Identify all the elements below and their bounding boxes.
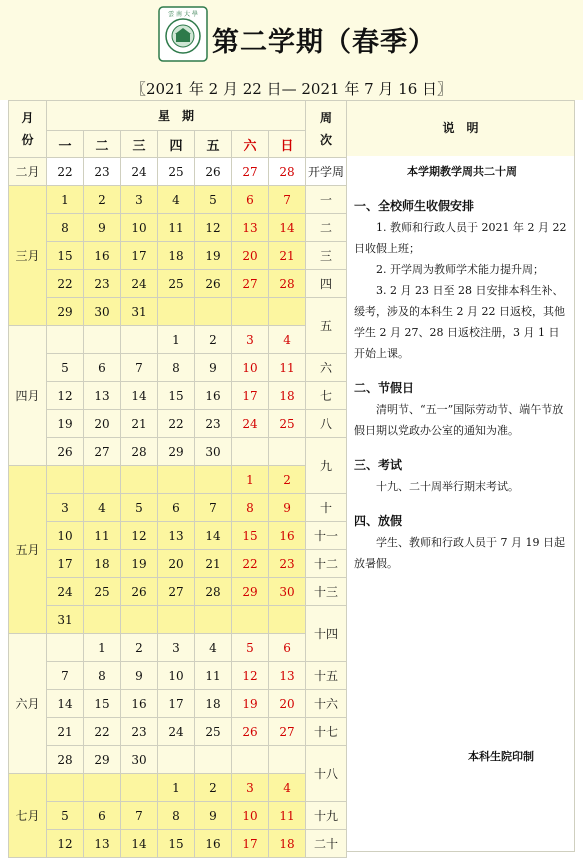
day-cell: [195, 466, 232, 494]
day-cell: 28: [195, 578, 232, 606]
weekday-header: 二: [84, 131, 121, 158]
day-cell: 28: [121, 438, 158, 466]
day-cell: 20: [269, 690, 306, 718]
day-cell: 12: [47, 382, 84, 410]
calendar-row: [9, 438, 347, 466]
day-cell: 11: [158, 214, 195, 242]
calendar-row: [9, 382, 347, 410]
day-cell: 8: [158, 802, 195, 830]
calendar-row: [9, 550, 347, 578]
week-number: 开学周: [306, 158, 347, 186]
day-cell: [121, 466, 158, 494]
day-cell: 16: [195, 382, 232, 410]
day-cell: 16: [195, 830, 232, 858]
calendar-row: [9, 410, 347, 438]
day-cell: 7: [121, 354, 158, 382]
calendar-row: [9, 242, 347, 270]
day-cell: 7: [195, 494, 232, 522]
day-cell: 7: [47, 662, 84, 690]
day-cell: 21: [47, 718, 84, 746]
day-cell: 9: [269, 494, 306, 522]
day-cell: [84, 326, 121, 354]
day-cell: 5: [121, 494, 158, 522]
day-cell: 3: [121, 186, 158, 214]
day-cell: 15: [158, 830, 195, 858]
weekday-header: 四: [158, 131, 195, 158]
day-cell: 31: [47, 606, 84, 634]
day-cell: 30: [84, 298, 121, 326]
day-cell: 6: [158, 494, 195, 522]
day-cell: 14: [269, 214, 306, 242]
month-label: 六月: [9, 634, 47, 774]
calendar-row: [9, 354, 347, 382]
calendar-row: [9, 494, 347, 522]
day-cell: 19: [232, 690, 269, 718]
day-cell: [195, 746, 232, 774]
svg-text:雲 南 大 學: 雲 南 大 學: [168, 11, 198, 18]
week-number: 十五: [306, 662, 347, 690]
day-cell: 10: [158, 662, 195, 690]
day-cell: 15: [84, 690, 121, 718]
day-cell: 25: [158, 158, 195, 186]
month-label: 五月: [9, 466, 47, 634]
day-cell: 13: [232, 214, 269, 242]
day-cell: 20: [84, 410, 121, 438]
week-number: 二十: [306, 830, 347, 858]
day-cell: 23: [84, 158, 121, 186]
day-cell: [269, 746, 306, 774]
day-cell: 10: [232, 802, 269, 830]
day-cell: 18: [158, 242, 195, 270]
day-cell: 1: [84, 634, 121, 662]
week-number: 十七: [306, 718, 347, 746]
calendar-row: [9, 662, 347, 690]
week-number: 七: [306, 382, 347, 410]
day-cell: 22: [47, 158, 84, 186]
day-cell: 4: [269, 326, 306, 354]
day-cell: [195, 606, 232, 634]
week-number: 五: [306, 298, 347, 354]
week-number: 二: [306, 214, 347, 242]
day-cell: 6: [269, 634, 306, 662]
day-cell: [195, 298, 232, 326]
day-cell: 30: [195, 438, 232, 466]
day-cell: [84, 466, 121, 494]
day-cell: 23: [269, 550, 306, 578]
notes-paragraph: 学生、教师和行政人员于 7 月 19 日起放暑假。: [354, 536, 565, 570]
day-cell: 17: [232, 382, 269, 410]
week-number: 十八: [306, 746, 347, 802]
calendar-row: [9, 634, 347, 662]
day-cell: 24: [232, 410, 269, 438]
day-cell: 27: [232, 270, 269, 298]
notes-paragraph: 清明节、“五一”国际劳动节、端午节放假日期以党政办公室的通知为准。: [354, 403, 564, 437]
day-cell: 25: [84, 578, 121, 606]
day-cell: 27: [269, 718, 306, 746]
issuer-signature: 本科生院印制: [468, 750, 534, 763]
day-cell: [232, 606, 269, 634]
day-cell: 18: [195, 690, 232, 718]
day-cell: 31: [121, 298, 158, 326]
day-cell: 7: [121, 802, 158, 830]
day-cell: 13: [84, 830, 121, 858]
week-number: 十九: [306, 802, 347, 830]
day-cell: 6: [232, 186, 269, 214]
calendar-row: [9, 158, 347, 186]
day-cell: 16: [84, 242, 121, 270]
day-cell: 17: [47, 550, 84, 578]
page-title: 第二学期（春季）: [212, 27, 436, 58]
day-cell: 26: [195, 158, 232, 186]
semester-calendar-table: [8, 100, 347, 858]
week-number: 六: [306, 354, 347, 382]
week-number: 一: [306, 186, 347, 214]
day-cell: [158, 298, 195, 326]
day-cell: 14: [121, 830, 158, 858]
week-number: 三: [306, 242, 347, 270]
day-cell: 11: [269, 354, 306, 382]
day-cell: 26: [232, 718, 269, 746]
day-cell: [232, 438, 269, 466]
day-cell: 9: [84, 214, 121, 242]
day-cell: [269, 438, 306, 466]
week-number: 八: [306, 410, 347, 438]
day-cell: 27: [232, 158, 269, 186]
day-cell: 22: [158, 410, 195, 438]
notes-section-title: 三、考试: [354, 458, 403, 472]
day-cell: [47, 774, 84, 802]
calendar-row: [9, 522, 347, 550]
day-cell: 24: [121, 158, 158, 186]
day-cell: 19: [47, 410, 84, 438]
weekday-header: 一: [47, 131, 84, 158]
day-cell: 30: [269, 578, 306, 606]
semester-date-range: 〖2021 年 2 月 22 日— 2021 年 7 月 16 日〗: [130, 80, 453, 98]
day-cell: 3: [232, 326, 269, 354]
calendar-row: [9, 270, 347, 298]
week-number: 十二: [306, 550, 347, 578]
day-cell: [232, 746, 269, 774]
day-cell: 25: [158, 270, 195, 298]
day-cell: [47, 466, 84, 494]
notes-section-title: 二、节假日: [354, 381, 415, 395]
day-cell: [232, 298, 269, 326]
day-cell: 10: [232, 354, 269, 382]
weekday-header: 六: [232, 131, 269, 158]
day-cell: 2: [84, 186, 121, 214]
notes-section-title: 一、全校师生收假安排: [354, 199, 475, 213]
week-number: 十一: [306, 522, 347, 550]
week-number: 四: [306, 270, 347, 298]
day-cell: 9: [195, 802, 232, 830]
day-cell: 3: [158, 634, 195, 662]
day-cell: [269, 606, 306, 634]
day-cell: 15: [47, 242, 84, 270]
month-column-header: 月份: [9, 101, 47, 158]
day-cell: 1: [158, 326, 195, 354]
day-cell: 22: [84, 718, 121, 746]
week-number: 十六: [306, 690, 347, 718]
day-cell: 11: [84, 522, 121, 550]
weekday-header: 日: [269, 131, 306, 158]
day-cell: 13: [269, 662, 306, 690]
day-cell: 22: [47, 270, 84, 298]
day-cell: 16: [121, 690, 158, 718]
month-label: 二月: [9, 158, 47, 186]
day-cell: 5: [47, 802, 84, 830]
day-cell: 2: [269, 466, 306, 494]
notes-paragraph: 十九、二十周举行期末考试。: [376, 480, 519, 493]
day-cell: 2: [121, 634, 158, 662]
day-cell: 18: [84, 550, 121, 578]
month-label: 七月: [9, 774, 47, 858]
day-cell: 7: [269, 186, 306, 214]
notes-section-title: 四、放假: [354, 514, 403, 528]
week-column-header: 周次: [306, 101, 347, 158]
weekday-header: 五: [195, 131, 232, 158]
day-cell: 9: [195, 354, 232, 382]
day-cell: 12: [195, 214, 232, 242]
day-cell: 8: [47, 214, 84, 242]
day-cell: 8: [232, 494, 269, 522]
calendar-row: [9, 606, 347, 634]
notes-paragraph: 2. 开学周为教师学术能力提升周；: [376, 263, 544, 276]
day-cell: 14: [121, 382, 158, 410]
day-cell: 28: [47, 746, 84, 774]
day-cell: 4: [269, 774, 306, 802]
notes-panel: [346, 100, 575, 852]
day-cell: 28: [269, 270, 306, 298]
university-seal-logo: [158, 6, 208, 62]
day-cell: 15: [232, 522, 269, 550]
day-cell: 9: [121, 662, 158, 690]
day-cell: 10: [121, 214, 158, 242]
day-cell: [158, 606, 195, 634]
day-cell: 12: [232, 662, 269, 690]
day-cell: 23: [84, 270, 121, 298]
day-cell: 21: [195, 550, 232, 578]
day-cell: 26: [121, 578, 158, 606]
day-cell: 14: [195, 522, 232, 550]
day-cell: 5: [232, 634, 269, 662]
day-cell: 13: [84, 382, 121, 410]
day-cell: 29: [47, 298, 84, 326]
calendar-row: [9, 746, 347, 774]
day-cell: 13: [158, 522, 195, 550]
day-cell: 24: [158, 718, 195, 746]
weekday-header: 三: [121, 131, 158, 158]
week-number: 十四: [306, 606, 347, 662]
day-cell: 6: [84, 354, 121, 382]
day-cell: 20: [232, 242, 269, 270]
day-cell: [158, 746, 195, 774]
day-cell: 5: [195, 186, 232, 214]
day-cell: 15: [158, 382, 195, 410]
day-cell: [84, 606, 121, 634]
notes-body: [354, 161, 570, 574]
month-label: 四月: [9, 326, 47, 466]
day-cell: 12: [121, 522, 158, 550]
day-cell: 14: [47, 690, 84, 718]
day-cell: 24: [121, 270, 158, 298]
day-cell: 23: [121, 718, 158, 746]
day-cell: 25: [269, 410, 306, 438]
day-cell: 21: [269, 242, 306, 270]
header-band: [0, 0, 583, 100]
day-cell: 11: [269, 802, 306, 830]
day-cell: [47, 326, 84, 354]
calendar-row: [9, 466, 347, 494]
week-number: 十: [306, 494, 347, 522]
day-cell: 22: [232, 550, 269, 578]
day-cell: 23: [195, 410, 232, 438]
notes-paragraph: 1. 教师和行政人员于 2021 年 2 月 22 日收假上班；: [354, 221, 567, 255]
day-cell: 24: [47, 578, 84, 606]
calendar-row: [9, 830, 347, 858]
day-cell: 6: [84, 802, 121, 830]
day-cell: 5: [47, 354, 84, 382]
day-cell: 20: [158, 550, 195, 578]
calendar-row: [9, 326, 347, 354]
calendar-row: [9, 690, 347, 718]
notes-intro: 本学期教学周共二十周: [407, 165, 517, 178]
day-cell: 18: [269, 382, 306, 410]
day-cell: 19: [121, 550, 158, 578]
day-cell: [47, 634, 84, 662]
notes-paragraph: 3. 2 月 23 日至 28 日安排本科生补、缓考，涉及的本科生 2 月 22 日返校，其他学生 2 月 27、28 日返校注册，3 月 1 日开始上课。: [354, 284, 565, 360]
day-cell: 29: [232, 578, 269, 606]
day-cell: 1: [47, 186, 84, 214]
week-number: 九: [306, 438, 347, 494]
calendar-row: [9, 718, 347, 746]
day-cell: 10: [47, 522, 84, 550]
calendar-row: [9, 578, 347, 606]
day-cell: 8: [84, 662, 121, 690]
day-cell: [84, 774, 121, 802]
day-cell: [121, 326, 158, 354]
day-cell: 4: [158, 186, 195, 214]
day-cell: [158, 466, 195, 494]
day-cell: 4: [195, 634, 232, 662]
weekday-group-header: 星 期: [47, 101, 306, 131]
day-cell: 8: [158, 354, 195, 382]
day-cell: 17: [121, 242, 158, 270]
calendar-row: [9, 774, 347, 802]
day-cell: 29: [158, 438, 195, 466]
day-cell: 21: [121, 410, 158, 438]
week-number: 十三: [306, 578, 347, 606]
calendar-row: [9, 298, 347, 326]
day-cell: 16: [269, 522, 306, 550]
day-cell: 3: [47, 494, 84, 522]
day-cell: 28: [269, 158, 306, 186]
day-cell: 17: [158, 690, 195, 718]
day-cell: 29: [84, 746, 121, 774]
day-cell: 11: [195, 662, 232, 690]
day-cell: [269, 298, 306, 326]
notes-heading: 说 明: [347, 101, 574, 156]
day-cell: 1: [232, 466, 269, 494]
calendar-row: [9, 802, 347, 830]
day-cell: 1: [158, 774, 195, 802]
day-cell: 2: [195, 326, 232, 354]
day-cell: 3: [232, 774, 269, 802]
day-cell: [121, 606, 158, 634]
day-cell: 12: [47, 830, 84, 858]
month-label: 三月: [9, 186, 47, 326]
day-cell: 4: [84, 494, 121, 522]
day-cell: 26: [47, 438, 84, 466]
day-cell: 18: [269, 830, 306, 858]
calendar-row: [9, 214, 347, 242]
calendar-row: [9, 186, 347, 214]
day-cell: 25: [195, 718, 232, 746]
day-cell: 27: [158, 578, 195, 606]
day-cell: 19: [195, 242, 232, 270]
day-cell: 30: [121, 746, 158, 774]
day-cell: 17: [232, 830, 269, 858]
day-cell: [121, 774, 158, 802]
day-cell: 27: [84, 438, 121, 466]
day-cell: 26: [195, 270, 232, 298]
day-cell: 2: [195, 774, 232, 802]
